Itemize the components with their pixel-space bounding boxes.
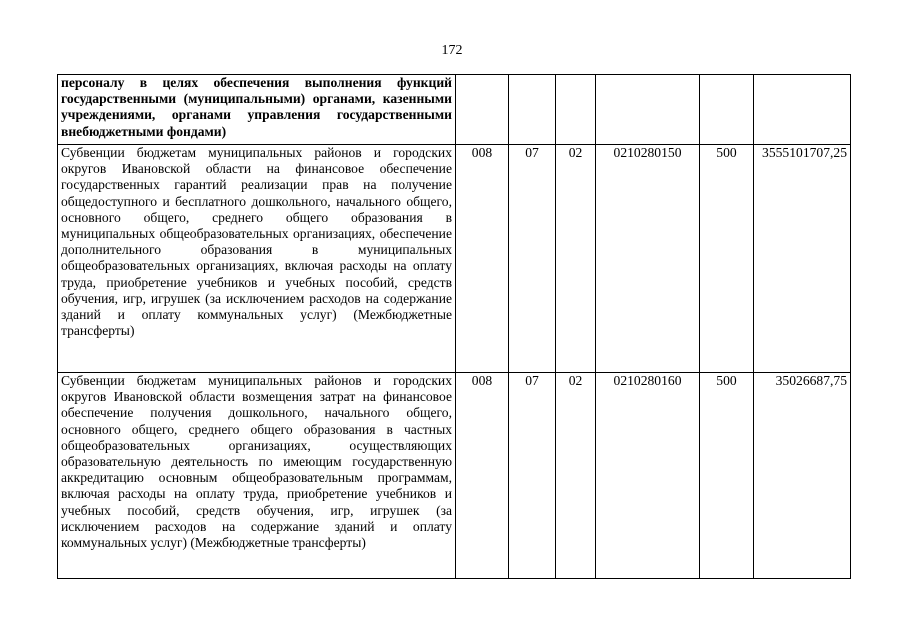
row-expense-type: 500 bbox=[700, 145, 754, 373]
page-number: 172 bbox=[441, 43, 463, 58]
row-target-article: 0210280150 bbox=[596, 145, 700, 373]
row-description: Субвенции бюджетам муниципальных районов и городских округов Ивановской области на финансовое обеспечение государственных гарантий реализации прав на получение общедоступного и бесплатного дошкольного, начального общего, основного общего, среднего общего образования в муниципальных общеобразовательных организациях, обеспечение дополнительного образования в муниципальных общеобразовательных организациях, включая расходы на оплату труда, приобретение учебников и учебных пособий, средств обучения, игр, игрушек (за исключением расходов на содержание зданий и оплату коммунальных услуг) (Межбюджетные трансферты) bbox=[58, 145, 456, 373]
row-section: 07 bbox=[509, 373, 556, 579]
table-row bbox=[58, 145, 851, 373]
row-section bbox=[509, 75, 556, 145]
budget-table bbox=[57, 74, 851, 579]
table-row bbox=[58, 373, 851, 579]
row-expense-type bbox=[700, 75, 754, 145]
table-row bbox=[58, 75, 851, 145]
row-section: 07 bbox=[509, 145, 556, 373]
row-expense-type: 500 bbox=[700, 373, 754, 579]
row-target-article bbox=[596, 75, 700, 145]
row-target-article: 0210280160 bbox=[596, 373, 700, 579]
row-subsection: 02 bbox=[556, 373, 596, 579]
row-description: персоналу в целях обеспечения выполнения функций государственными (муниципальными) органами, казенными учреждениями, органами управления государственными внебюджетными фондами) bbox=[58, 75, 456, 145]
row-amount bbox=[754, 75, 851, 145]
row-amount: 35026687,75 bbox=[754, 373, 851, 579]
row-amount: 3555101707,25 bbox=[754, 145, 851, 373]
row-subsection: 02 bbox=[556, 145, 596, 373]
row-subsection bbox=[556, 75, 596, 145]
row-code: 008 bbox=[456, 373, 509, 579]
row-code bbox=[456, 75, 509, 145]
row-description: Субвенции бюджетам муниципальных районов и городских округов Ивановской области возмещения затрат на финансовое обеспечение получения дошкольного, начального общего, основного общего, среднего общего образования в частных общеобразовательных организациях, осуществляющих образовательную деятельность по имеющим государственную аккредитацию основным общеобразовательным программам, включая расходы на оплату труда, приобретение учебников и учебных пособий, средств обучения, игр, игрушек (за исключением расходов на содержание зданий и оплату коммунальных услуг) (Межбюджетные трансферты) bbox=[58, 373, 456, 579]
row-code: 008 bbox=[456, 145, 509, 373]
